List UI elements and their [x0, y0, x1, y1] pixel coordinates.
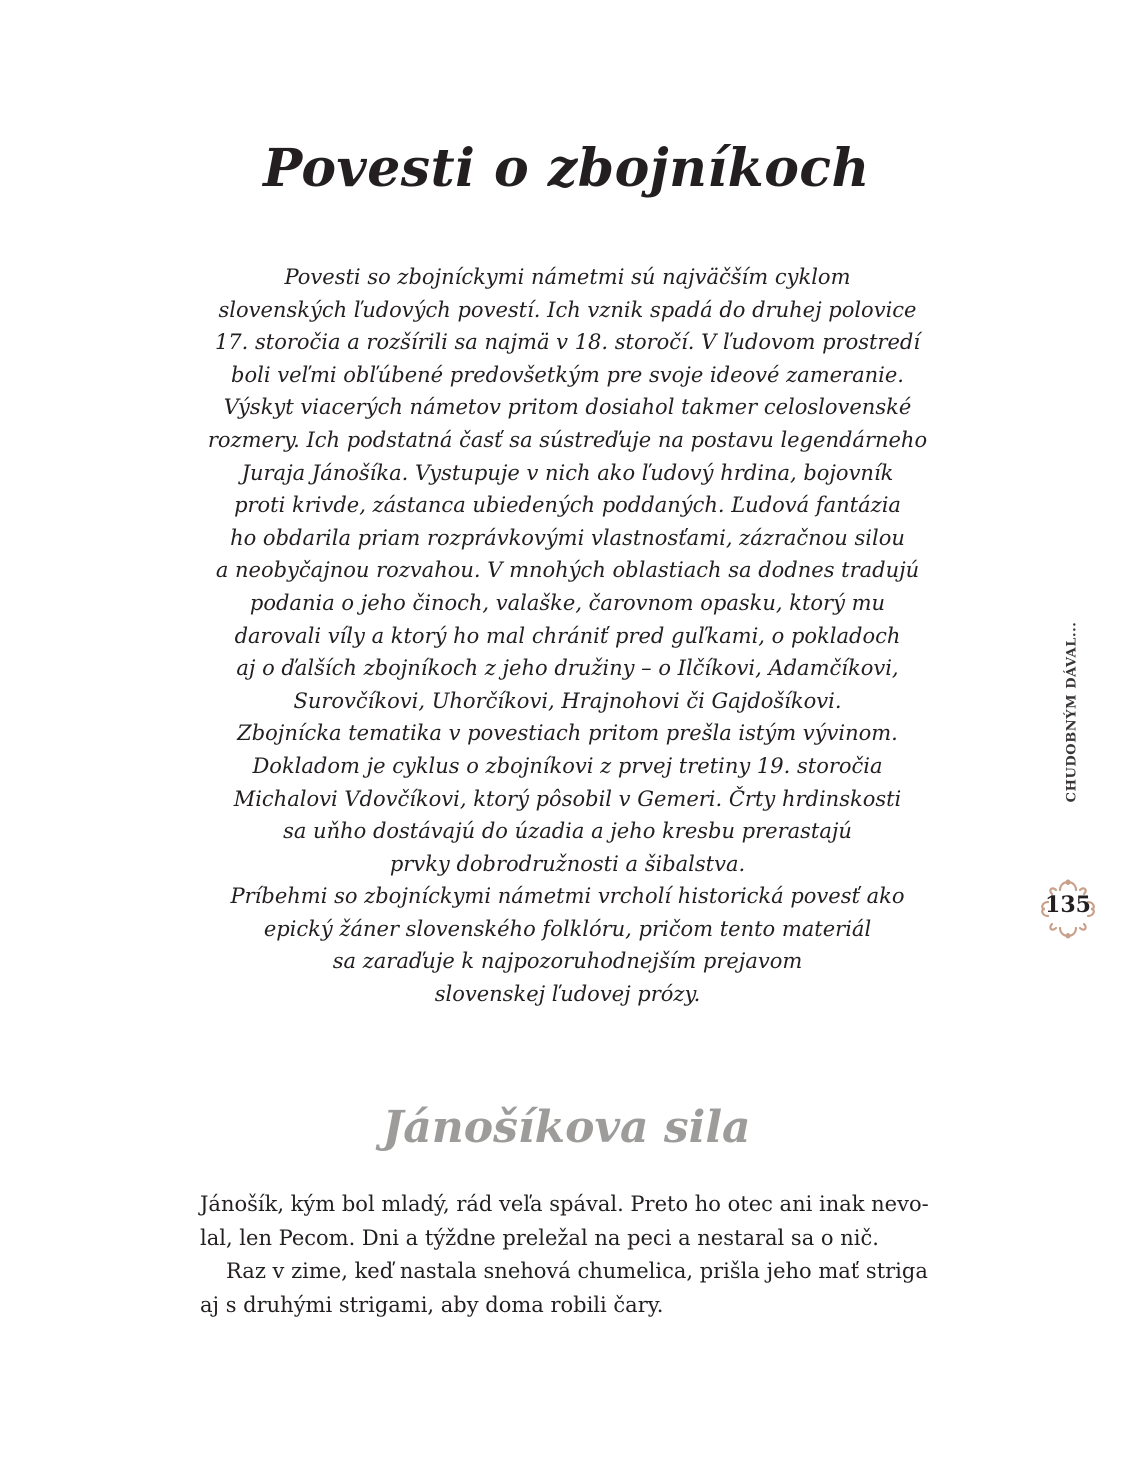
intro-line: ho obdarila priam rozprávkovými vlastnosťami, zázračnou silou [230, 525, 905, 550]
intro-paragraph [195, 261, 940, 1011]
intro-line: sa zaraďuje k najpozoruhodnejším prejavom [332, 949, 803, 974]
intro-line: aj o ďalších zbojníkoch z jeho družiny – o Ilčíkovi, Adamčíkovi, [236, 656, 899, 681]
intro-line: sa uňho dostávajú do úzadia a jeho kresbu prerastajú [283, 819, 852, 844]
intro-line: a neobyčajnou rozvahou. V mnohých oblastiach sa dodnes tradujú [215, 558, 920, 583]
body-line: Jánošík, kým bol mladý, rád veľa spával. Preto ho otec ani inak nevo- [200, 1192, 929, 1216]
intro-line: rozmery. Ich podstatná časť sa sústreďuje na postavu legendárneho [207, 427, 928, 452]
intro-line: Zbojnícka tematika v povestiach pritom prešla istým vývinom. [237, 721, 898, 746]
intro-line: Výskyt viacerých námetov pritom dosiahol takmer celoslovenské [223, 395, 912, 420]
intro-line: 17. storočia a rozšírili sa najmä v 18. storočí. V ľudovom prostredí [214, 330, 921, 355]
page-number: 135 [1045, 892, 1091, 918]
body-line: aj s druhými strigami, aby doma robili čary. [200, 1292, 664, 1317]
intro-line: slovenských ľudových povestí. Ich vznik spadá do druhej polovice [218, 297, 917, 322]
intro-line: slovenskej ľudovej prózy. [434, 982, 701, 1007]
body-line: lal, len Pecom. Dni a týždne preležal na peci a nestaral sa o nič. [200, 1225, 879, 1250]
intro-line: Michalovi Vdovčíkovi, ktorý pôsobil v Gemeri. Črty hrdinskosti [233, 786, 902, 811]
intro-line: Surovčíkovi, Uhorčíkovi, Hrajnohovi či Gajdošíkovi. [293, 688, 842, 713]
intro-line: proti krivde, zástanca ubiedených poddaných. Ľudová fantázia [234, 493, 901, 518]
intro-line: Príbehmi so zbojníckymi námetmi vrcholí historická povesť ako [230, 884, 905, 909]
intro-line: epický žáner slovenského folklóru, pričom tento materiál [263, 916, 872, 941]
intro-line: prvky dobrodružnosti a šibalstva. [389, 851, 746, 876]
intro-line: Dokladom je cyklus o zbojníkovi z prvej tretiny 19. storočia [252, 753, 883, 778]
body-line: Raz v zime, keď nastala snehová chumelica, prišla jeho mať striga [226, 1259, 928, 1283]
body-paragraph [200, 1188, 940, 1322]
intro-line: Povesti so zbojníckymi námetmi sú najväčším cyklom [284, 265, 851, 289]
intro-line: podania o jeho činoch, valaške, čarovnom opasku, ktorý mu [249, 590, 886, 615]
running-head-text: CHUDOBNÝM DÁVAL... [1064, 621, 1080, 803]
intro-line: darovali víly a ktorý ho mal chrániť pred guľkami, o pokladoch [234, 623, 901, 648]
intro-line: Juraja Jánošíka. Vystupuje v nich ako ľudový hrdina, bojovník [241, 460, 894, 485]
page-number-block [1038, 876, 1098, 942]
intro-line: boli veľmi obľúbené predovšetkým pre svoje ideové zameranie. [231, 362, 904, 387]
section-title: Jánošíkova sila [382, 1102, 751, 1153]
running-head [1052, 612, 1092, 812]
page-title: Povesti o zbojníkoch [263, 138, 870, 199]
